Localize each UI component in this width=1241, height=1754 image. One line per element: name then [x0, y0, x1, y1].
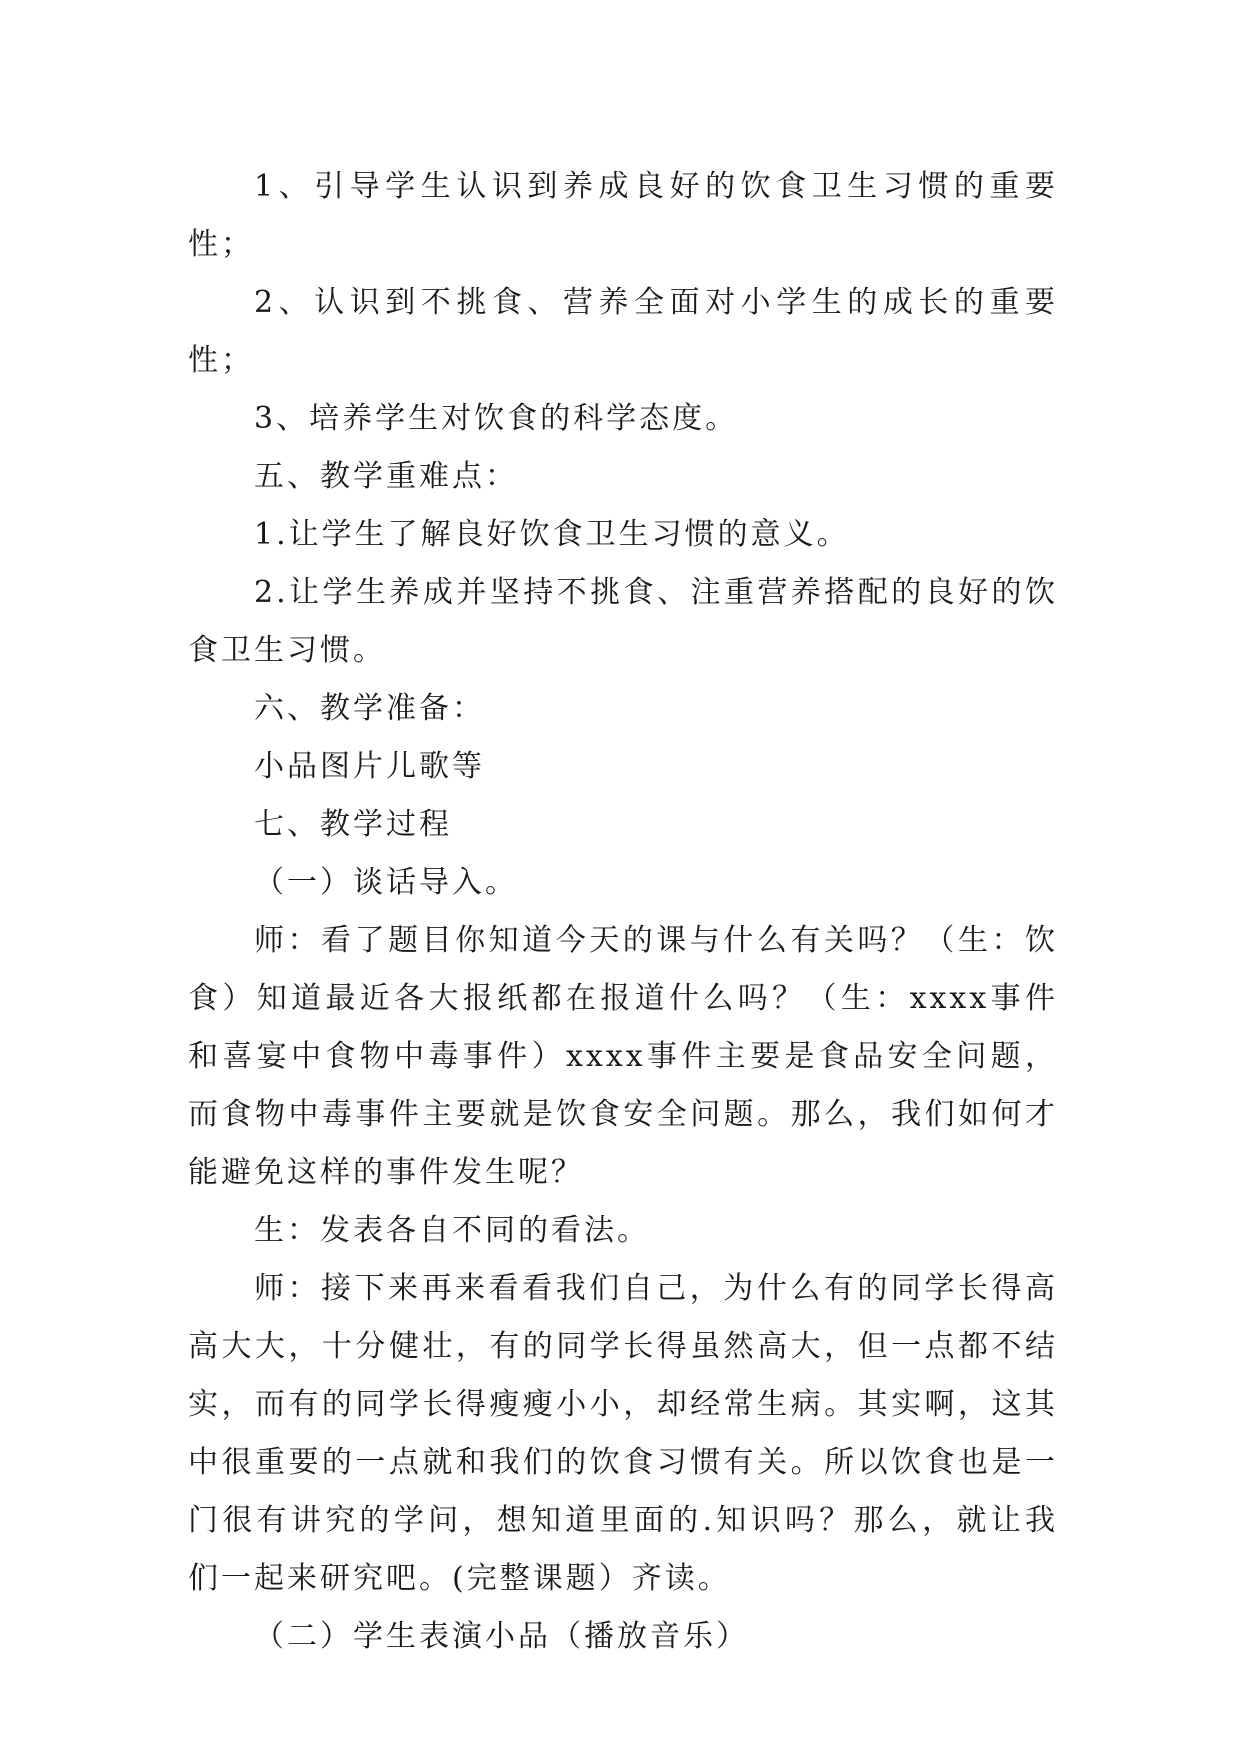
section-heading-key-points: 五、教学重难点： — [254, 459, 518, 494]
teacher-dialogue-2: 师：接下来再来看看我们自己，为什么有的同学长得高高大大，十分健壮，有的同学长得虽然高大，但一点都不结实，而有的同学长得瘦瘦小小，却经常生病。其实啊，这其中很重要的一点就和我们的饮食习惯有关。所以饮食也是一门很有讲究的学问，想知道里面的.知识吗？那么，就让我们一起来研究吧。(完整课题）齐读。 — [188, 1271, 1058, 1596]
objective-2: 2、认识到不挑食、营养全面对小学生的成长的重要性； — [188, 285, 1058, 378]
section-heading-process: 七、教学过程 — [254, 807, 452, 842]
key-point-2: 2.让学生养成并坚持不挑食、注重营养搭配的良好的饮食卫生习惯。 — [188, 575, 1058, 668]
subsection-skit: （二）学生表演小品（播放音乐） — [254, 1619, 749, 1654]
student-response: 生：发表各自不同的看法。 — [254, 1213, 650, 1248]
key-point-1: 1.让学生了解良好饮食卫生习惯的意义。 — [254, 517, 850, 552]
preparation-items: 小品图片儿歌等 — [254, 749, 485, 784]
section-heading-preparation: 六、教学准备： — [254, 691, 485, 726]
objective-3: 3、培养学生对饮食的科学态度。 — [254, 401, 739, 436]
objective-1: 1、引导学生认识到养成良好的饮食卫生习惯的重要性； — [188, 169, 1058, 262]
document-body — [188, 158, 1058, 1666]
teacher-dialogue-1: 师：看了题目你知道今天的课与什么有关吗？（生：饮食）知道最近各大报纸都在报道什么吗？（生：xxxx事件和喜宴中食物中毒事件）xxxx事件主要是食品安全问题，而食物中毒事件主要就是饮食安全问题。那么，我们如何才能避免这样的事件发生呢？ — [188, 923, 1058, 1190]
subsection-intro: （一）谈话导入。 — [254, 865, 518, 900]
